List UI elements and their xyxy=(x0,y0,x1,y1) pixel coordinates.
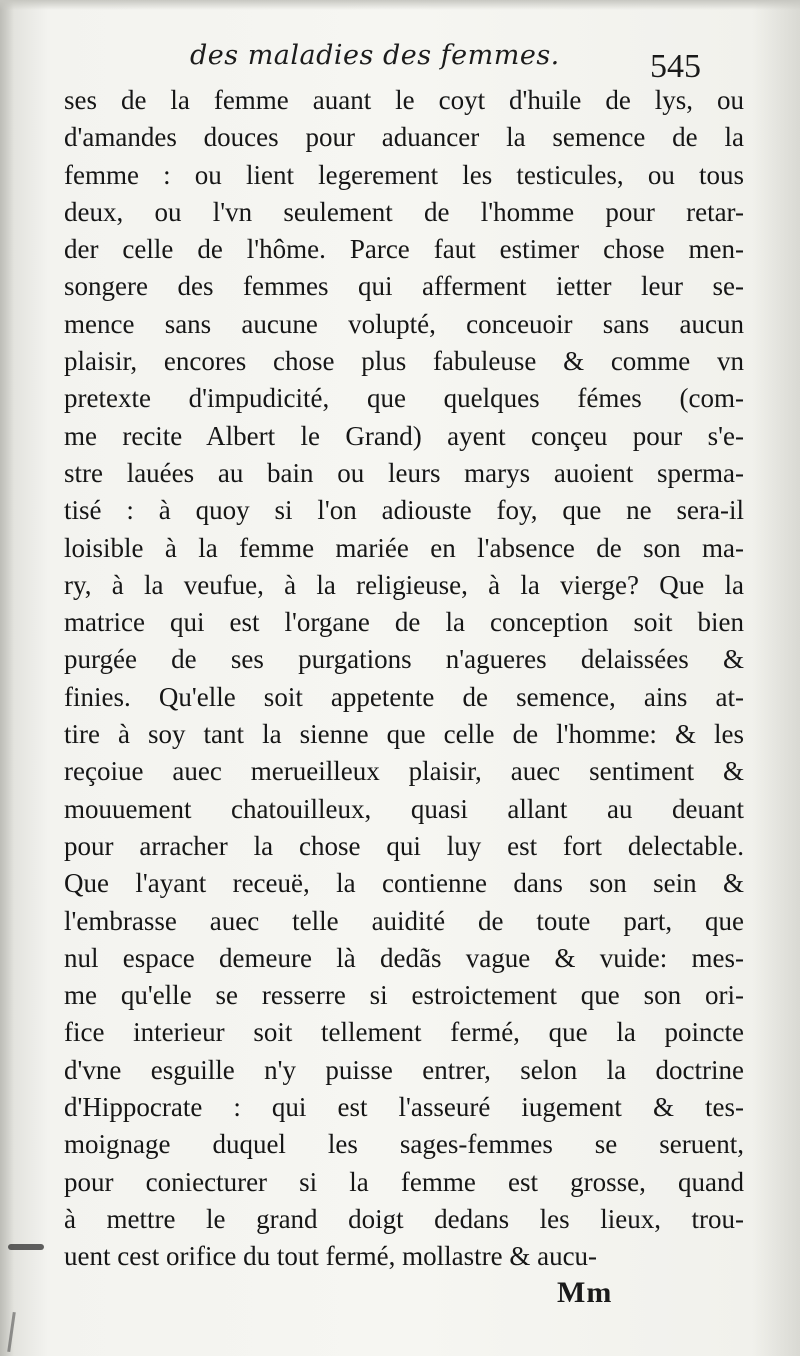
text-line: Que l'ayant receuë, la contienne dans son sein & xyxy=(64,868,744,899)
text-line: uent cest orifice du tout fermé, mollastre & aucu- xyxy=(64,1241,598,1272)
text-line: ses de la femme auant le coyt d'huile de lys, ou xyxy=(64,85,744,115)
text-line: pretexte d'impudicité, que quelques fémes (com- xyxy=(64,383,744,414)
ink-smudge xyxy=(8,1244,44,1250)
page-top-shadow xyxy=(0,0,800,10)
text-line: ry, à la veufue, à la religieuse, à la vierge? Que la xyxy=(64,569,744,600)
text-line: mence sans aucune volupté, conceuoir sans aucun xyxy=(64,308,744,339)
text-line: me qu'elle se resserre si estroictement que son ori- xyxy=(64,980,744,1011)
text-line: loisible à la femme mariée en l'absence de son ma- xyxy=(64,532,744,563)
text-line: d'Hippocrate : qui est l'asseuré iugement & tes- xyxy=(64,1092,744,1123)
text-line: matrice qui est l'organe de la conception soit bien xyxy=(64,607,744,638)
text-line: d'amandes douces pour aduancer la semence de la xyxy=(64,122,744,153)
text-line: reçoiue auec merueilleux plaisir, auec sentiment & xyxy=(64,756,744,787)
running-title: des maladies des femmes. xyxy=(190,40,560,71)
text-line: nul espace demeure là dedãs vague & vuide: mes- xyxy=(64,942,744,973)
text-line: tisé : à quoy si l'on adiouste foy, que ne sera-il xyxy=(64,495,744,526)
text-line: pour coniecturer si la femme est grosse, quand xyxy=(64,1166,744,1197)
text-line: femme : ou lient legerement les testicules, ou tous xyxy=(64,159,744,190)
text-line: l'embrasse auec telle auidité de toute part, que xyxy=(64,905,744,936)
text-line: plaisir, encores chose plus fabuleuse & comme vn xyxy=(64,346,744,377)
text-line: fice interieur soit tellement fermé, que la poincte xyxy=(64,1017,744,1048)
text-line: purgée de ses purgations n'agueres delaissées & xyxy=(64,644,744,675)
text-line: pour arracher la chose qui luy est fort delectable. xyxy=(64,830,744,861)
text-line: stre lauées au bain ou leurs marys auoient sperma- xyxy=(64,457,744,488)
text-line: d'vne esguille n'y puisse entrer, selon la doctrine xyxy=(64,1054,744,1085)
text-line: finies. Qu'elle soit appetente de semence, ains at- xyxy=(64,681,744,712)
text-line: me recite Albert le Grand) ayent conçeu pour s'e- xyxy=(64,420,744,451)
text-line: der celle de l'hôme. Parce faut estimer chose men- xyxy=(64,234,744,265)
page-number: 545 xyxy=(650,48,701,85)
text-line: tire à soy tant la sienne que celle de l'homme: & les xyxy=(64,719,744,750)
text-line: mouuement chatouilleux, quasi allant au deuant xyxy=(64,793,744,824)
text-line: deux, ou l'vn seulement de l'homme pour retar- xyxy=(64,196,744,227)
signature-mark: Mm xyxy=(557,1276,613,1309)
body-text xyxy=(64,82,744,1276)
page-edge-shadow xyxy=(0,0,14,1356)
text-line: à mettre le grand doigt dedans les lieux, trou- xyxy=(64,1203,744,1234)
text-line: moignage duquel les sages-femmes se seruent, xyxy=(64,1129,744,1160)
text-line: songere des femmes qui afferment ietter leur se- xyxy=(64,271,744,302)
